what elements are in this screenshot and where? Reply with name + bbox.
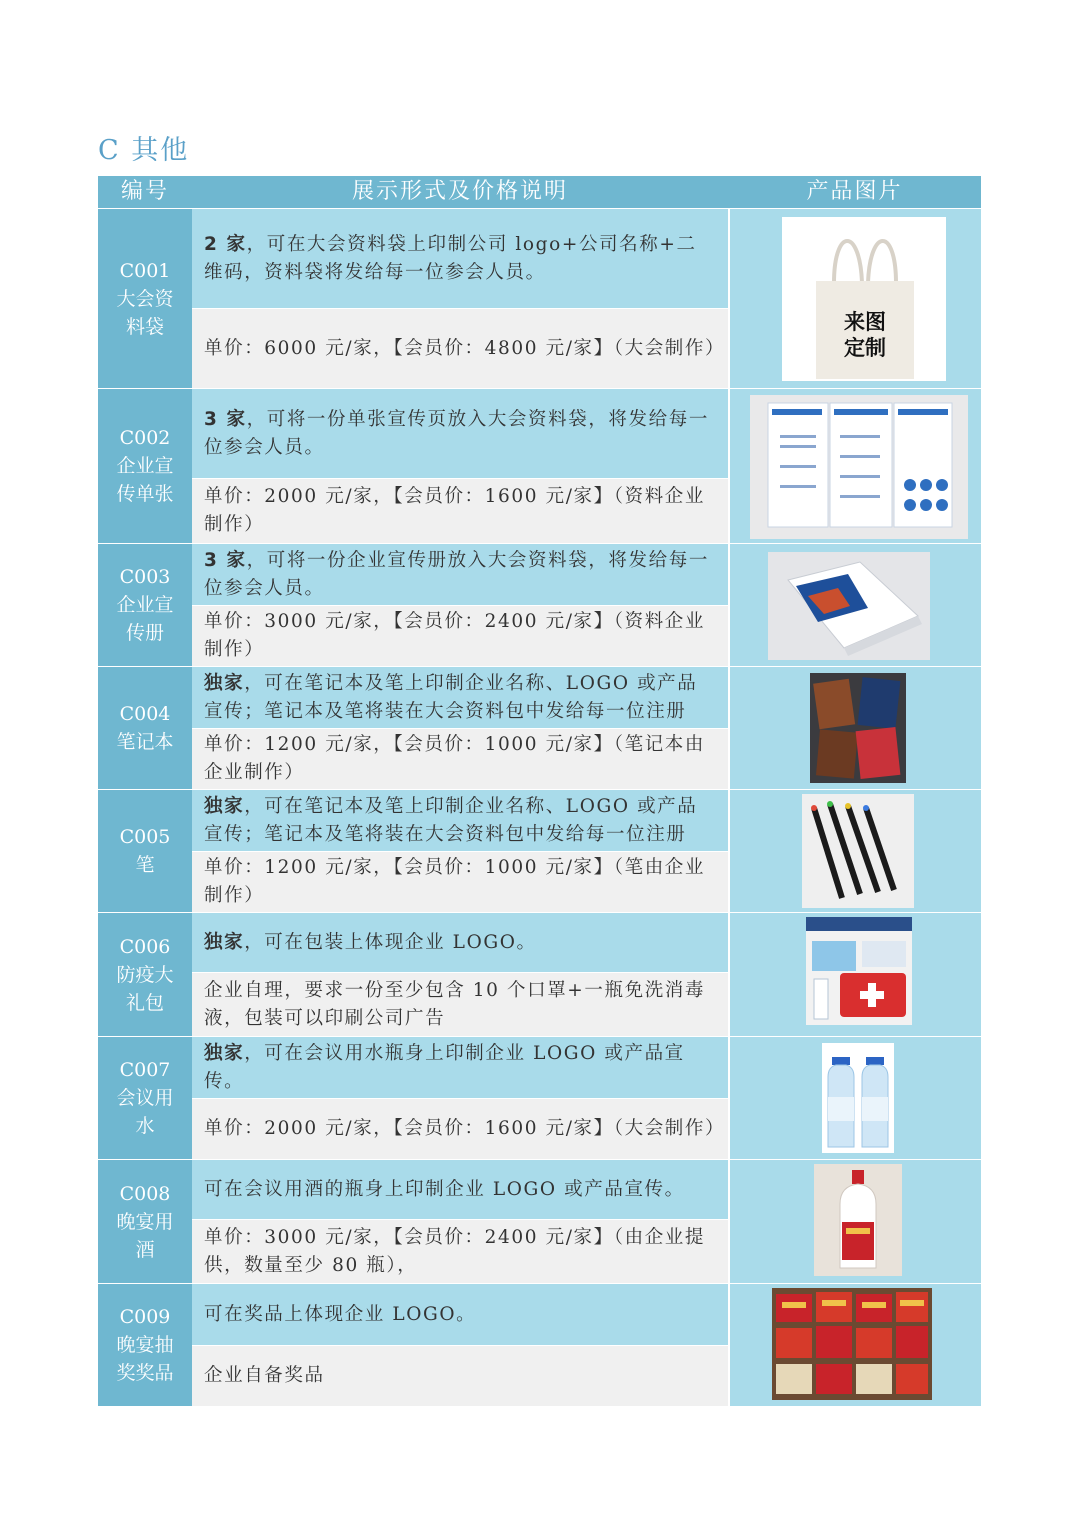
row-image-cell	[728, 1283, 981, 1406]
header-image: 产品图片	[806, 179, 903, 204]
table-row	[98, 666, 981, 789]
row-line1-text: ，可在会议用水瓶身上印制企业 LOGO 或产品宣传。	[204, 1042, 685, 1092]
row-line2: 单价：3000 元/家，【会员价：2400 元/家】（由企业提供，数量至少 80 瓶），	[192, 1219, 728, 1283]
row-image-cell	[728, 666, 981, 789]
pen-icon	[802, 794, 914, 908]
row-line2: 单价：2000 元/家，【会员价：1600 元/家】（大会制作）	[192, 1098, 728, 1159]
row-code: C003	[119, 566, 171, 588]
row-description	[192, 208, 728, 388]
row-description	[192, 912, 728, 1036]
row-code-cell	[98, 912, 192, 1036]
row-line1-text: ，可在笔记本及笔上印制企业名称、LOGO 或产品宣传；笔记本及笔将装在大会资料包中发给每一位注册	[204, 795, 698, 845]
row-code-cell	[98, 388, 192, 543]
row-line1-text: ，可将一份单张宣传页放入大会资料袋，将发给每一位参会人员。	[204, 408, 709, 458]
row-code: C005	[119, 826, 171, 848]
row-name: 企业宣 传单张	[116, 455, 174, 505]
table-header	[98, 176, 981, 208]
row-code: C007	[119, 1059, 171, 1081]
row-image-cell	[728, 543, 981, 666]
row-line2: 企业自理，要求一份至少包含 10 个口罩+一瓶免洗消毒液，包装可以印刷公司广告	[192, 972, 728, 1036]
section-title: C 其他	[98, 135, 190, 166]
flyer-icon	[750, 395, 968, 539]
row-line1-bold: 独家	[204, 672, 245, 694]
row-image-cell	[728, 789, 981, 912]
svg-text:来图: 来图	[844, 310, 886, 334]
water-bottle-icon	[822, 1043, 894, 1153]
liquor-bottle-icon	[814, 1164, 902, 1276]
table-row	[98, 1036, 981, 1159]
row-line2: 单价：1200 元/家，【会员价：1000 元/家】（笔由企业制作）	[192, 851, 728, 912]
row-image-cell	[728, 388, 981, 543]
row-code-cell	[98, 1036, 192, 1159]
row-line2: 单价：1200 元/家，【会员价：1000 元/家】（笔记本由企业制作）	[192, 728, 728, 789]
row-code-cell	[98, 543, 192, 666]
row-line2: 单价：6000 元/家，【会员价：4800 元/家】（大会制作）	[192, 308, 728, 388]
row-line1-bold: 独家	[204, 931, 245, 953]
row-image-cell	[728, 912, 981, 1036]
row-description	[192, 543, 728, 666]
prize-boxes-icon	[772, 1288, 932, 1400]
row-code: C001	[119, 259, 171, 282]
row-code-cell	[98, 1159, 192, 1283]
row-name: 防疫大 礼包	[116, 963, 174, 1014]
header-description: 展示形式及价格说明	[351, 179, 568, 204]
row-line1	[192, 1159, 728, 1219]
table-row	[98, 1283, 981, 1406]
row-line1-bold: 3 家	[204, 549, 247, 571]
table-row	[98, 912, 981, 1036]
row-line1	[192, 543, 728, 605]
row-name: 大会资 料袋	[116, 287, 174, 338]
tote-bag-icon	[782, 217, 946, 381]
row-line2: 单价：3000 元/家，【会员价：2400 元/家】（资料企业制作）	[192, 605, 728, 666]
row-line1-text: ，可在包装上体现企业 LOGO。	[244, 931, 537, 953]
row-line1	[192, 1036, 728, 1098]
row-line1-text: ，可将一份企业宣传册放入大会资料袋，将发给每一位参会人员。	[204, 549, 709, 599]
notebook-icon	[810, 673, 906, 783]
row-code-cell	[98, 789, 192, 912]
row-line1-bold: 独家	[204, 1042, 245, 1064]
row-code: C002	[119, 427, 171, 449]
row-line1-text: ，可在大会资料袋上印制公司 logo+公司名称+二维码，资料袋将发给每一位参会人员。	[204, 233, 697, 283]
row-line1	[192, 1283, 728, 1345]
table-row	[98, 208, 981, 388]
row-line1-text: ，可在笔记本及笔上印制企业名称、LOGO 或产品宣传；笔记本及笔将装在大会资料包中发给每一位注册	[204, 672, 698, 722]
row-line1-bold: 独家	[204, 795, 245, 817]
row-code: C004	[119, 703, 171, 725]
row-line1	[192, 912, 728, 972]
row-description	[192, 1283, 728, 1406]
header-code: 编号	[120, 179, 169, 204]
row-code: C008	[119, 1182, 171, 1205]
row-line2: 企业自备奖品	[192, 1345, 728, 1406]
svg-text:定制: 定制	[844, 336, 886, 360]
row-description	[192, 789, 728, 912]
row-code-cell	[98, 666, 192, 789]
row-line1-text: 可在奖品上体现企业 LOGO。	[204, 1303, 477, 1325]
row-description	[192, 1159, 728, 1283]
brochure-icon	[768, 552, 930, 660]
row-description	[192, 1036, 728, 1159]
row-name: 会议用 水	[116, 1087, 174, 1137]
row-name: 晚宴抽 奖奖品	[116, 1334, 174, 1384]
row-name: 晚宴用 酒	[116, 1210, 174, 1261]
row-line1	[192, 208, 728, 308]
row-line1-text: 可在会议用酒的瓶身上印制企业 LOGO 或产品宣传。	[204, 1178, 685, 1200]
row-code: C006	[119, 935, 171, 958]
row-line2: 单价：2000 元/家，【会员价：1600 元/家】（资料企业制作）	[192, 478, 728, 543]
row-line1-bold: 2 家	[204, 233, 247, 255]
row-name: 笔	[135, 854, 155, 876]
row-line1	[192, 666, 728, 728]
row-description	[192, 388, 728, 543]
row-name: 笔记本	[116, 731, 174, 753]
row-code-cell	[98, 208, 192, 388]
row-description	[192, 666, 728, 789]
table-row	[98, 543, 981, 666]
row-code: C009	[119, 1306, 171, 1328]
first-aid-kit-icon	[806, 917, 912, 1025]
row-line1-bold: 3 家	[204, 408, 247, 430]
row-line1	[192, 789, 728, 851]
table-row	[98, 1159, 981, 1283]
table-row	[98, 789, 981, 912]
table-row	[98, 388, 981, 543]
sponsorship-table	[98, 176, 981, 1406]
row-code-cell	[98, 1283, 192, 1406]
row-image-cell	[728, 1036, 981, 1159]
row-image-cell	[728, 1159, 981, 1283]
row-name: 企业宣 传册	[116, 594, 174, 644]
row-image-cell	[728, 208, 981, 388]
row-line1	[192, 388, 728, 478]
